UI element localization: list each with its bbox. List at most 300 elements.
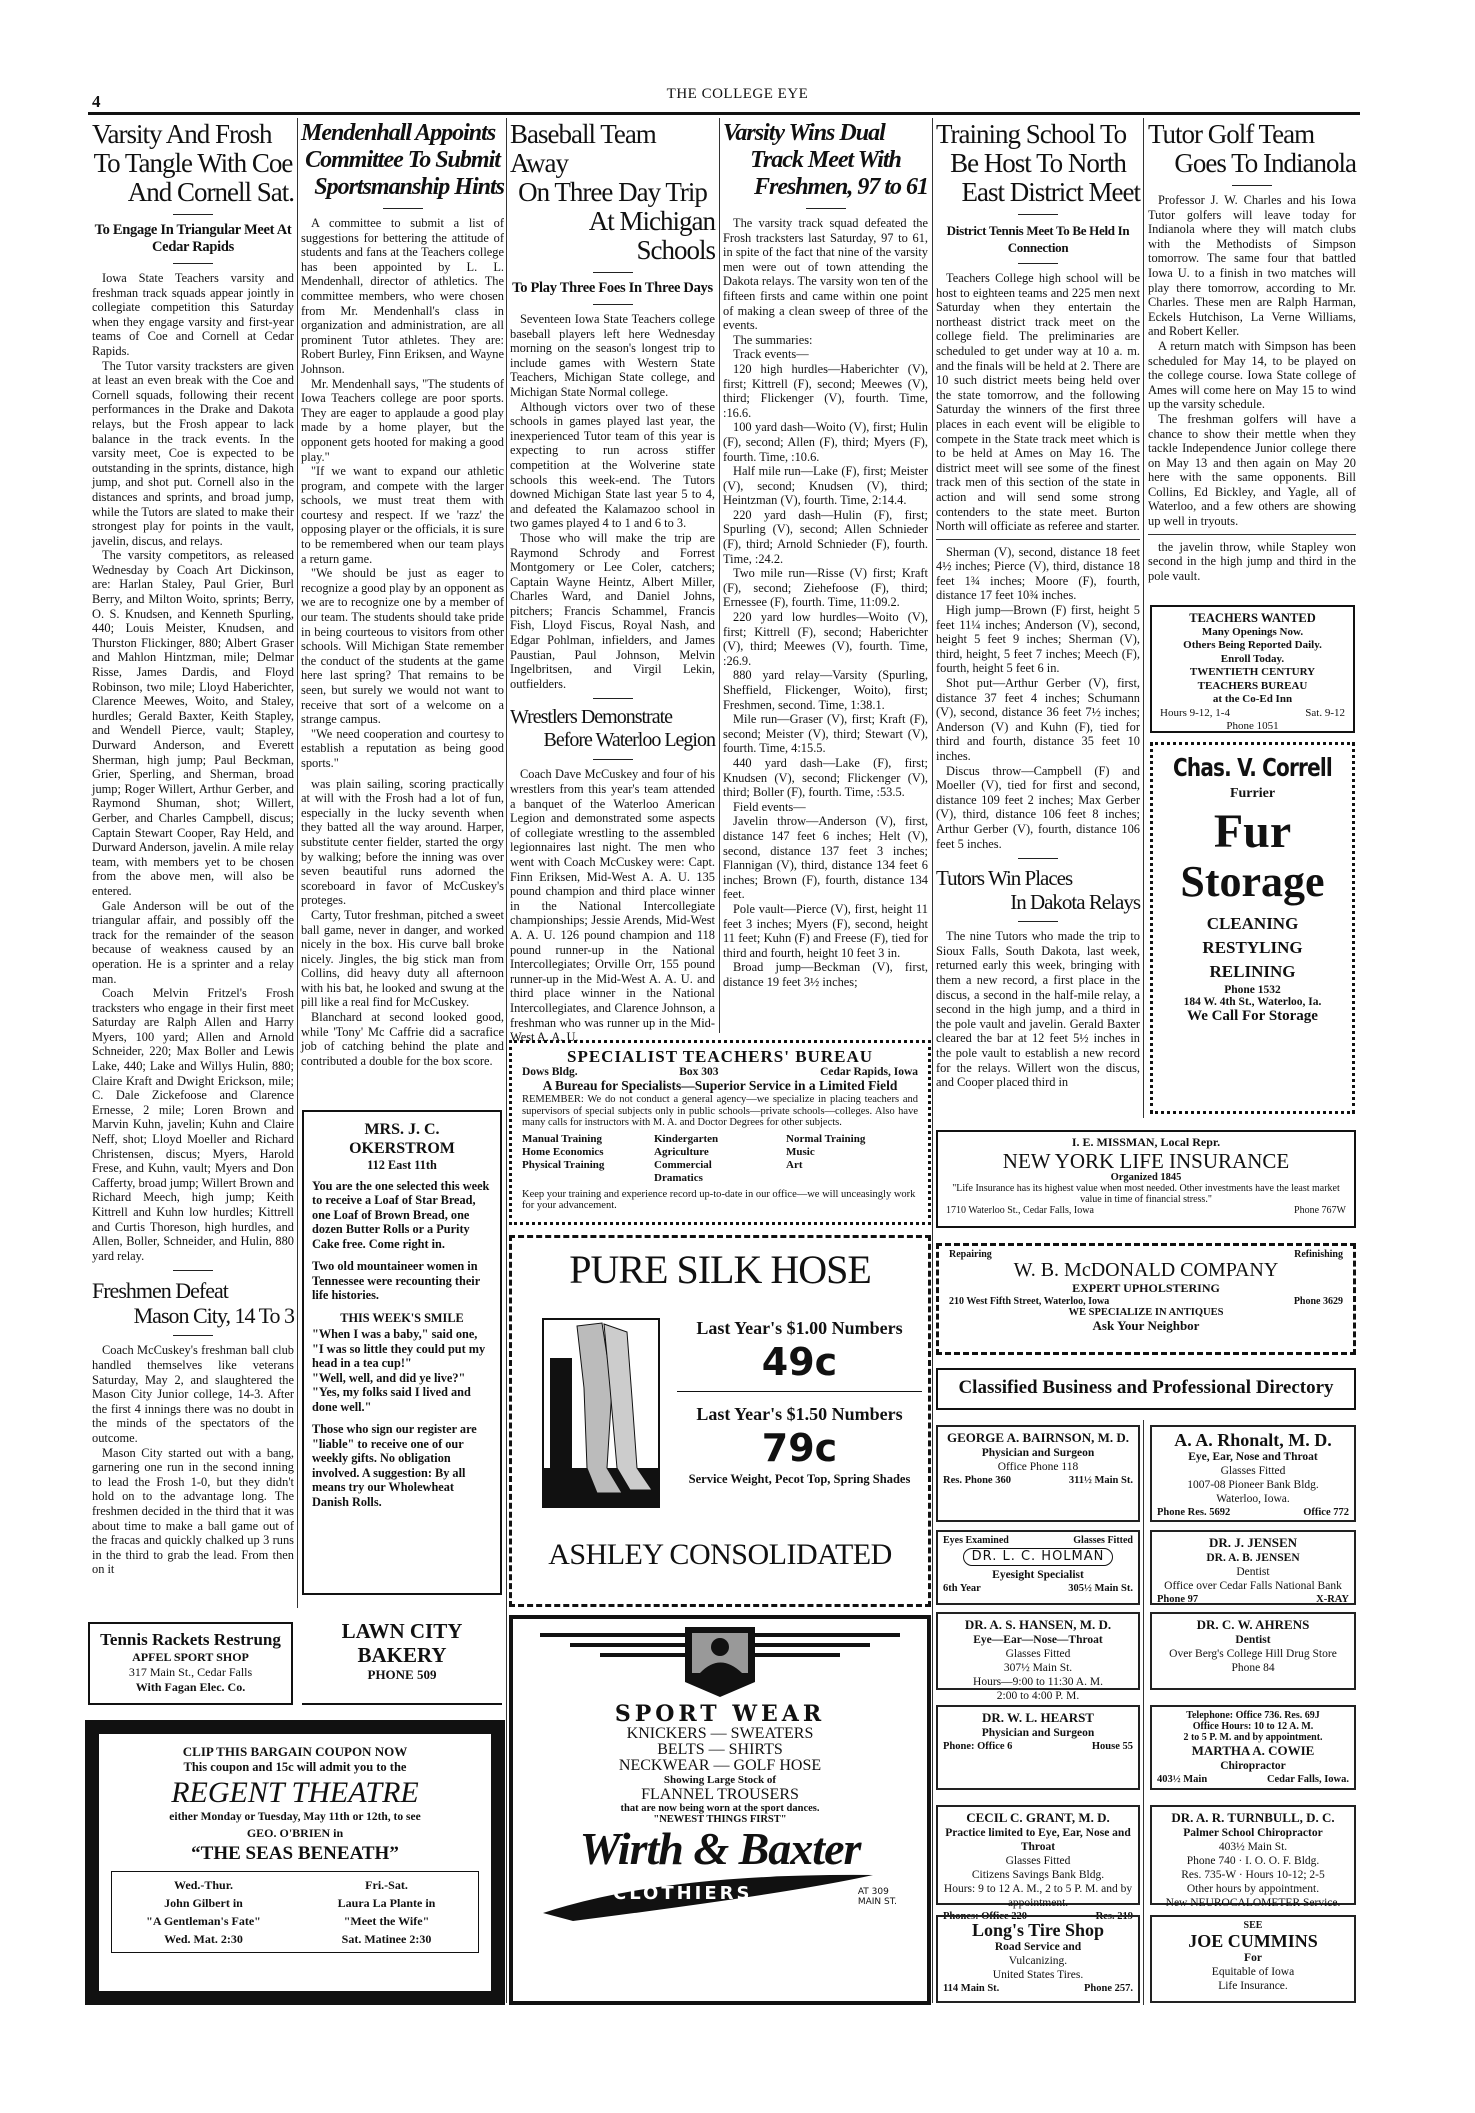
phone: Phone 767W (1294, 1205, 1346, 1216)
divider (806, 208, 846, 209)
city: Cedar Rapids, Iowa (820, 1066, 918, 1078)
headline-line: Before Waterloo Legion (543, 729, 715, 752)
brand-logo: Wirth & Baxter (579, 1823, 861, 1874)
hose-description: Service Weight, Pecot Top, Spring Shades (688, 1472, 911, 1486)
article-freshmen-mason-city (92, 1278, 294, 1577)
listing-line: Waterloo, Iowa. (1216, 1493, 1290, 1505)
headline (510, 706, 715, 752)
bakery-name: LAWN CITY (341, 1619, 463, 1643)
headline-line: At Michigan Schools (588, 206, 715, 265)
paragraph: Javelin throw—Anderson (V), first, distance 147 feet 6 inches; Helt (V), second, distance 137 feet 3 inches; Flannigan (V), third, distance 134 feet 6 inches; Brown (F), fourth, distance 134 feet. (723, 814, 928, 902)
paragraph: Pole vault—Pierce (V), first, height 11 feet 3 inches; Myers (F), second, height 11 feet; Kuhn (F) and Freese (F), tied for third and fourth, height 10 feet 3 in. (723, 901, 928, 960)
headline-line: East District Meet (961, 177, 1140, 207)
paragraph: the javelin throw, while Stapley won second in the high jump and third in the pole vault. (1148, 539, 1356, 583)
headline-line: To Tangle With Coe (93, 148, 293, 178)
listing-line: Eye, Ear, Nose and Throat (1188, 1451, 1318, 1463)
service: RESTYLING (1202, 938, 1303, 957)
ad-regent-theatre-coupon (85, 1720, 505, 2005)
headline-line: Be Host To North (950, 148, 1126, 178)
ad-line: BELTS — SHIRTS (657, 1741, 783, 1758)
ad-line: CLIP THIS BARGAIN COUPON NOW (182, 1744, 408, 1759)
listing-name: DR. J. JENSEN (1208, 1535, 1298, 1550)
subject: Manual Training (522, 1132, 602, 1145)
divider (1148, 534, 1356, 535)
listing-name: A. A. Rhonalt, M. D. (1174, 1430, 1332, 1450)
headline (723, 120, 928, 201)
directory-listing (1150, 1915, 1356, 2003)
paragraph: A committee to submit a list of suggestions for bettering the attitude of students and fans at the Teachers college has been appointed by L. L. Mendenhall, director of athletics. The committee members, who were chosen from Mr. Mendenhall's class in organization and administration, are all prominent Tutor athletes. They are: Robert Burley, Finn Eriksen, and Wayne Johnson. (301, 216, 504, 376)
ad-line: Organized 1845 (1110, 1172, 1182, 1183)
directory-listing (936, 1805, 1140, 1922)
price: 49c (761, 1340, 838, 1384)
listing-footer (943, 1474, 1133, 1488)
ad-correll-furrier (1150, 742, 1355, 1114)
tagline: A Bureau for Specialists—Superior Service in a Limited Field (542, 1078, 898, 1093)
headline (936, 866, 1140, 914)
ad-line: Showing Large Stock of (663, 1774, 777, 1786)
column-5 (936, 120, 1140, 1120)
listing-line: Physician and Surgeon (981, 1447, 1095, 1459)
divider (173, 263, 213, 264)
listing-top (1157, 1710, 1349, 1743)
address-line: MAIN ST. (857, 1897, 897, 1907)
hours: Hours 9-12, 1-4 (1160, 706, 1230, 719)
theatre-name: REGENT THEATRE (171, 1776, 419, 1809)
listing-name: CECIL C. GRANT, M. D. (966, 1810, 1110, 1825)
listing-line: Phone 97 (1157, 1594, 1199, 1605)
listing-line: Phones: Office 220 (943, 1911, 1027, 1922)
ad-line: Furrier (1229, 786, 1276, 801)
paragraph: Mr. Mendenhall says, "The students of Iowa Teachers college are poor sports. They are eager to applaude a good play made by a home player, but the opponent gets hooted for making a good play." (301, 376, 504, 464)
article-continuation (301, 777, 504, 1069)
headline (936, 120, 1140, 207)
address: 1710 Waterloo St., Cedar Falls, Iowa (946, 1205, 1094, 1216)
paragraph: 100 yard dash—Woito (V), first; Hulin (F), second; Allen (F), third; Myers (F), fourth. Time, :10.6. (723, 420, 928, 464)
paragraph: 220 yard dash—Hulin (F), first; Spurling (V), second; Allen Schnieder (F), third; Arnold Schnieder (F), fourth. Time, :24.2. (723, 507, 928, 566)
header-rule (88, 112, 1360, 115)
listing-line: Chiropractor (1220, 1760, 1286, 1772)
article-body (936, 929, 1140, 1090)
listing-footer (1157, 1593, 1349, 1607)
article-body (92, 271, 294, 1263)
address: 112 East 11th (367, 1158, 437, 1172)
listing-line: Hours—9:00 to 11:30 A. M. (973, 1676, 1103, 1688)
ad-line: KNICKERS — SWEATERS (626, 1725, 814, 1742)
listing-line: Practice limited to Eye, Ear, Nose and Throat (945, 1827, 1131, 1853)
ad-line: Enroll Today. (1220, 652, 1285, 665)
divider (173, 1270, 213, 1271)
subhead: To Play Three Foes In Three Days (512, 280, 713, 296)
listing-line: Phone 740 · I. O. O. F. Bldg. (1186, 1855, 1320, 1867)
headline-line: Mendenhall Appoints (301, 120, 496, 146)
column-rule (1143, 1420, 1144, 2005)
subhead: District Tennis Meet To Be Held In Connection (946, 223, 1130, 255)
paragraph: was plain sailing, scoring practically at will with the Frosh had a lot of fun, especially in the lucky seventh when they batted all the way around. Harper, substitute center fielder, started the orgy by walking; before the inning was over seven beautiful runs adorned the scoreboard in favor of McCuskey's proteges. (301, 776, 504, 908)
listing-line: Life Insurance. (1218, 1980, 1288, 1992)
headline (1148, 120, 1356, 178)
column-rule (932, 118, 933, 2003)
bakery-phone: PHONE 509 (367, 1667, 437, 1682)
paragraph: The varsity track squad defeated the Frosh tracksters last Saturday, 97 to 61, in spite of the fact that nine of the varsity men were out of town attending the Dakota relays. The varsity won ten of the fifteen firsts and came within one point of making a clean sweep of three of the events. (723, 216, 928, 333)
paragraph: A return match with Simpson has been scheduled for May 14, to be played on the college course. Iowa State college of Ames will come here on May 15 to wind up the varsity schedule. (1148, 338, 1356, 412)
listing-line: 6th Year (943, 1583, 981, 1594)
listing-footer (943, 1982, 1133, 1996)
showtimes-box (111, 1871, 479, 1953)
ad-line: TEACHERS BUREAU (1197, 679, 1308, 692)
saturday-hours: Sat. 9-12 (1305, 706, 1345, 719)
smile-line: "Yes, my folks said I lived and done well." (312, 1385, 471, 1414)
divider (1018, 858, 1058, 859)
subject: Kindergarten (654, 1132, 719, 1145)
film-title: “THE SEAS BENEATH” (191, 1843, 399, 1864)
ad-pure-silk-hose (509, 1235, 931, 1607)
ad-line: Ask Your Neighbor (1092, 1318, 1200, 1333)
subject: Commercial (654, 1158, 712, 1171)
listing-line: Physician and Surgeon (981, 1727, 1095, 1739)
ad-line: NECKWEAR — GOLF HOSE (618, 1757, 822, 1774)
building: Dows Bldg. (522, 1066, 578, 1078)
listing-line: 403½ Main St. (1218, 1841, 1288, 1853)
listing-line: 311½ Main St. (1068, 1475, 1133, 1486)
smile-title: THIS WEEK'S SMILE (340, 1310, 464, 1325)
divider (1018, 263, 1058, 264)
paragraph: Although victors over two of these schools in games played last year, the inexperienced Tutor team of this year is expecting to run across stiffer competition at the Wolverine state schools this week-end. The Tutors downed Michigan State last year 5 to 4, and defeated the Kalamazoo school in two games played 4 to 1 and 6 to 3. (510, 399, 715, 531)
listing-line: Glasses Fitted (1005, 1648, 1071, 1660)
directory-title: Classified Business and Professional Directory (958, 1377, 1334, 1398)
listing-line: Dentist (1236, 1566, 1270, 1578)
listing-line: Phone 257. (1083, 1983, 1133, 1994)
directory-listing (936, 1530, 1140, 1605)
selected-person: MRS. J. C. OKERSTROM (349, 1121, 455, 1157)
ad-line: 317 Main St., Cedar Falls (128, 1665, 253, 1679)
ad-line: FLANNEL TROUSERS (641, 1786, 799, 1803)
ad-wirth-baxter-sport-wear (509, 1615, 931, 2005)
agent: I. E. MISSMAN, Local Repr. (1071, 1135, 1221, 1149)
divider (593, 759, 633, 760)
subject: Normal Training (786, 1132, 866, 1145)
paragraph: Track events— (733, 347, 809, 362)
listing-line: Hours: 9 to 12 A. M., 2 to 5 P. M. and by appointment. (943, 1883, 1133, 1909)
article-body (301, 216, 504, 771)
showtime-line: John Gilbert in (164, 1896, 243, 1910)
paragraph: Field events— (733, 799, 806, 814)
furrier-name: Chas. V. Correll (1173, 753, 1332, 782)
ad-address-row (522, 1066, 918, 1078)
article-body (510, 312, 715, 691)
directory-listing (1150, 1805, 1356, 1909)
paragraph: The summaries: (733, 332, 813, 347)
listing-name: DR. A. R. TURNBULL, D. C. (1171, 1810, 1335, 1825)
listing-line: Office Phone 118 (997, 1461, 1079, 1473)
remember-text: REMEMBER: We do not conduct a general agency—we specialize in placing teachers and supervisors of special subjects only in public schools—private schools—colleges. Also have many calls for instructors with M. A. and Doctor Degrees for other subjects. (522, 1094, 918, 1128)
column-rule (1143, 118, 1144, 1118)
article-varsity-frosh (92, 120, 294, 1263)
headline (92, 1278, 294, 1328)
listing-line: Res. 735-W · Hours 10-12; 2-5 (1181, 1869, 1325, 1881)
headline-line: Varsity Wins Dual (723, 120, 885, 146)
address: 184 W. 4th St., Waterloo, Ia. (1183, 996, 1322, 1008)
headline-line: Freshmen Defeat (92, 1278, 228, 1304)
ad-lawn-city-bakery (302, 1605, 502, 1705)
ad-title: Tennis Rackets Restrung (100, 1630, 281, 1649)
directory-listing (1150, 1705, 1356, 1790)
bakery-name: BAKERY (357, 1643, 447, 1667)
ad-line: Many Openings Now. (1201, 625, 1304, 638)
subject: Dramatics (654, 1171, 703, 1184)
paragraph: High jump—Brown (F) first, height 5 feet 11¼ inches; Anderson (V), second, height 5 feet 9 inches; Sherman (V), third, height, 5 feet 7 inches; Meech (F), fourth, height 5 feet 6 in. (936, 603, 1140, 676)
listing-footer (1157, 1773, 1349, 1787)
headline-line: Sportsmanship Hints (314, 174, 504, 200)
divider (1232, 185, 1272, 186)
listing-line: Glasses Fitted (1005, 1855, 1071, 1867)
ad-line: either Monday or Tuesday, May 11th or 12th, to see (169, 1811, 421, 1823)
listing-name: MARTHA A. COWIE (1191, 1743, 1315, 1758)
listing-line: United States Tires. (992, 1969, 1084, 1981)
article-body (936, 271, 1140, 534)
winged-shield-icon (520, 1627, 920, 1697)
listing-line: Eyesight Specialist (992, 1569, 1084, 1581)
paragraph: Shot put—Arthur Gerber (V), first, distance 37 feet 4 inches; Schumann (V), second, distance 36 feet 7½ inches; Anderson (V) and Kuhn (F), tied for third and fourth, distance 35 feet 10 inches. (936, 676, 1140, 763)
smile-line: "Well, well, and did ye live?" (312, 1370, 466, 1385)
listing-line: Phone Res. 5692 (1157, 1507, 1231, 1518)
paragraph: Carty, Tutor freshman, pitched a sweet ball game, never in danger, and worked nicely in the box. His curve ball broke nicely. Jingles, the big stick man from Collins, did heavy duty all afternoon with his bat, he looked and swung at the pill like a real find for McCuskey. (301, 907, 504, 1010)
paragraph: Mason City started out with a bang, garnering one run in the second inning to lead the Frosh 1-0, but they didn't hold on to the advantage long. The freshmen decided in the third that it was about time to make a ball game out of the fracas and quickly chalked up 3 runs in the third to grab the lead. From then on it (92, 1445, 294, 1577)
paragraph: Coach Melvin Fritzel's Frosh tracksters who engage in their first meet Saturday are Ralph Allen and Harry Myers, 100 yard; Allen and Arnold Schneider, 220; Max Boller and Lewis Lake, 440; Lake and Willys Hulin, 880; Claire Kraft and Dwight Erickson, mile; C. Dale Zickefoose and Clarence Ernesse, 2 mile; Loren Brown and Marvin Kuhn, javelin; Kuhn and Claire Neff, shot; Lloyd Moeller and Richard Christensen, discus; Myers, Harold Frese, and Kuhn, vault; Myers and Don Cafferty, broad jump; Willert Brown and Richard Meech, high jump; Keith Kittrell and Kuhn low hurdles; Kittrell and Curtis Thoreson, high hurdles, and Allen, Boller, Schneider, and Hulin, 880 yard relay. (92, 986, 294, 1263)
divider (173, 214, 213, 215)
store-name: ASHLEY CONSOLIDATED (548, 1538, 892, 1571)
ad-line: Refinishing (1294, 1249, 1343, 1260)
showtime-line: "Meet the Wife" (343, 1914, 430, 1928)
ad-line: at the Co-Ed Inn (1212, 693, 1293, 705)
listing-line: Office over Cedar Falls National Bank (1164, 1580, 1342, 1592)
listing-line: Eye—Ear—Nose—Throat (973, 1634, 1103, 1646)
listing-name: JOE CUMMINS (1188, 1931, 1318, 1951)
listing-line: House 55 (1091, 1741, 1133, 1752)
keep-text: Keep your training and experience record up-to-date in our office—we will unceasingly work for your advancement. (522, 1188, 916, 1211)
headline-line: Tutor Golf Team (1148, 119, 1315, 149)
listing-line: Phone: Office 6 (943, 1741, 1013, 1752)
paragraph: Gale Anderson will be out of the triangular affair, and possibly off the track for the remainder of the season because of weakness caused by an operation. He is a sprinter and a relay man. (92, 898, 294, 986)
ad-line: Others Being Reported Daily. (1183, 639, 1322, 651)
showtime-line: Wed.-Thur. (174, 1878, 233, 1892)
smile-text (312, 1327, 492, 1414)
headline-line: In Dakota Relays (1010, 890, 1140, 915)
smile-line: "When I was a baby," said one, "I was so little they could put my head in a tea cup!" (312, 1327, 486, 1370)
column-6 (1148, 120, 1356, 605)
listing-line: 403½ Main (1157, 1774, 1208, 1785)
price-label: Last Year's $1.50 Numbers (696, 1404, 903, 1424)
ad-line: With Fagan Elec. Co. (135, 1680, 246, 1694)
divider (593, 698, 633, 699)
headline (301, 120, 504, 201)
column-rule (506, 118, 507, 2003)
ad-mcdonald-company (936, 1243, 1356, 1355)
listing-line: Glasses Fitted (1220, 1465, 1286, 1477)
article-continuation (936, 545, 1140, 851)
quote: "Life Insurance has its highest value when most needed. Other investments have the least market value in time of financial stress." (952, 1183, 1340, 1205)
headline (92, 120, 294, 207)
headline-line: Baseball Team Away (510, 119, 656, 178)
company-name: NEW YORK LIFE INSURANCE (1002, 1149, 1290, 1173)
paragraph: Sherman (V), second, distance 18 feet 4½ inches; Pierce (V), third, distance 18 feet 1¾ inches; Moore (F), fourth, distance 17 feet 10¾ inches. (936, 544, 1140, 603)
headline-line: Mason City, 14 To 3 (133, 1303, 294, 1329)
headline-line: Varsity And Frosh (92, 119, 272, 149)
phone: Phone 1532 (1224, 984, 1281, 996)
showtime-line: Wed. Mat. 2:30 (164, 1932, 243, 1946)
column-4 (723, 120, 928, 1032)
paragraph: "We need cooperation and courtesy to establish a reputation as being good sports." (301, 726, 504, 770)
listing-top (943, 1535, 1133, 1546)
headline (510, 120, 715, 265)
ad-title: SPORT WEAR (614, 1701, 826, 1727)
showtime-line: Laura La Plante in (337, 1896, 436, 1910)
ad-line: TWENTIETH CENTURY (1189, 666, 1316, 678)
smile-intro: Two old mountaineer women in Tennessee were recounting their life histories. (312, 1259, 480, 1302)
paragraph: 220 yard low hurdles—Woito (V), first; Kittrell (F), second; Haberichter (V), third; Meewes (V), fourth. Time, :26.9. (723, 610, 928, 668)
directory-listing (936, 1705, 1140, 1790)
listing-name: DR. C. W. AHRENS (1196, 1617, 1310, 1632)
listing-name: Long's Tire Shop (971, 1920, 1105, 1940)
subject: Home Economics (522, 1145, 604, 1158)
directory-listing (1150, 1530, 1356, 1605)
paragraph: Discus throw—Campbell (F) and Moeller (V), tied for first and second, distance 109 feet 2 inches; Max Gerber (V), third, distance 106 feet 8 inches; Arthur Gerber (V), fourth, distance 106 feet 5 inches. (936, 763, 1140, 851)
price-label: Last Year's $1.00 Numbers (696, 1318, 903, 1338)
directory-listing (1150, 1425, 1356, 1522)
article-body (510, 767, 715, 1044)
divider (173, 1335, 213, 1336)
headline-line: Freshmen, 97 to 61 (753, 174, 928, 200)
directory-listing (936, 1612, 1140, 1702)
listing-line: For (1244, 1952, 1262, 1964)
paragraph: The freshman golfers will have a chance to show their mettle when they tackle Independence Junior college there on May 13 and then again on May 20 here with the same opponents. Bill Collins, Ed Bickley, and Yagle, all of Waterloo, and a few others are showing up well in tryouts. (1148, 411, 1356, 529)
paragraph: Broad jump—Beckman (V), first, distance 19 feet 3½ inches; (723, 960, 928, 989)
headline-line: And Cornell Sat. (127, 177, 294, 207)
listing-footer (943, 1582, 1133, 1596)
paragraph: Iowa State Teachers varsity and freshman track squads appear jointly in collegiate competition this Saturday when they engage varsity and first-year teams of Coe and Cornell at Cedar Rapids. (92, 271, 294, 358)
divider (936, 539, 1140, 540)
selected-text: You are the one selected this week to receive a Loaf of Star Bread, one Loaf of Brown Bread, one dozen Butter Rolls or a Purity Cake free. Come right in. (312, 1178, 490, 1251)
listing-top (1157, 1920, 1349, 1931)
ad-bakery-gift (302, 1110, 502, 1595)
newspaper-title: THE COLLEGE EYE (666, 86, 809, 102)
paragraph: "If we want to expand our athletic program, and compete with the larger schools, we must treat them with courtesy and respect. If we 'razz' the opposing player or the officials, it is sure to be remembered when our team plays a return game. (301, 464, 504, 566)
ad-title: PURE SILK HOSE (569, 1247, 871, 1292)
listing-line: Res. Phone 360 (943, 1475, 1011, 1486)
directory-header (936, 1368, 1356, 1410)
listing-name: DR. A. S. HANSEN, M. D. (964, 1617, 1112, 1632)
article-body (723, 216, 928, 989)
ad-headline: Fur (1213, 805, 1292, 858)
paragraph: Mile run—Graser (V), first; Kraft (F), second; Meister (V), third; Stewart (V), fourth. Time, 4:15.5. (723, 712, 928, 756)
listing-line: Over Berg's College Hill Drug Store (1169, 1648, 1337, 1660)
subjects-col (522, 1133, 654, 1185)
listing-line: New NEUROCALOMETER Service. (1165, 1897, 1341, 1909)
subject: Physical Training (522, 1158, 605, 1171)
ad-line: GEO. O'BRIEN in (246, 1826, 344, 1840)
ad-line: This coupon and 15c will admit you to the (183, 1760, 407, 1774)
column-2 (301, 120, 504, 1105)
listing-line: Palmer School Chiropractor (1183, 1827, 1323, 1839)
listing-line: 305½ Main St. (1068, 1583, 1133, 1594)
showtime-line: Fri.-Sat. (365, 1878, 408, 1892)
ad-title: TEACHERS WANTED (1189, 611, 1316, 625)
stockings-illustration (542, 1318, 660, 1508)
listing-line: Office 772 (1303, 1507, 1349, 1518)
paragraph: The nine Tutors who made the trip to Sioux Falls, South Dakota, last week, returned early this week, bringing with them a new record, a first place in the discus, a second in the half-mile relay, a second in the high jump, and a third in the pole vault and javelin. Gerald Baxter cleared the bar at 12 feet 5½ inches in the pole vault to establish a new record for the relays. Willert won the discus, and Cooper placed third in (936, 929, 1140, 1090)
headline-line: Goes To Indianola (1174, 148, 1356, 178)
subject: Music (786, 1145, 815, 1158)
listing-footer (1157, 1506, 1349, 1520)
paragraph: Blanchard at second looked good, while 'Tony' Mc Caffrie did a sacrafice job of catching behind the plate and contributed a double for the box score. (301, 1010, 504, 1068)
listing-name: GEORGE A. BAIRNSON, M. D. (946, 1430, 1130, 1445)
showtimes-right (295, 1876, 478, 1948)
listing-line: 307½ Main St. (1003, 1662, 1073, 1674)
column-3 (510, 119, 715, 1045)
box-number: Box 303 (679, 1066, 719, 1078)
article-continuation (1148, 540, 1356, 584)
listing-line: Office Hours: 10 to 12 A. M. (1192, 1721, 1314, 1732)
paragraph: The varsity competitors, as released Wednesday by Coach Art Dickinson, are: Harlan Staley, Paul Grier, Burl Berry, and Milton Woito, sprints; Berry, O. S. Knudsen, and Kenneth Spurling, 440; Louis Meister, Knudsen, and Thurston Flickinger, 880; Albert Graser and Mahlon Hintzman, mile; Delmar Risse, James Dardis, and Floyd Robinson, two mile; Lloyd Haberichter, Clarence Meewes, Woito, and Staley, hurdles; Gerald Baxter, Keith Stapley, and Wendell Pierce, vault; Stapley, Durward Anderson, and Everett Sherman, high jump; Paul Beckman, Grier, Sperling, and Sherman, broad jump; Roger Willert, Arthur Gerber, and Raymond Shuman, shot; Willert, Gerber, and Charles Campbell, discus; Captain Stewart Cooper, Ray Held, and Durward Anderson, javelin. A mile relay team, with members yet to be chosen from the above men, will also be entered. (92, 548, 294, 898)
paragraph: Coach McCuskey's freshman ball club handled themselves like veterans Saturday, May 2, and slaughtered the Mason City Junior college, 14-3. After the first 4 innings there was no doubt in the minds of the spectators of the outcome. (92, 1343, 294, 1445)
listing-line: Dentist (1235, 1634, 1271, 1646)
paragraph: Coach Dave McCuskey and four of his wrestlers from this year's team attended a banquet of the Waterloo American Legion and demonstrated some aspects of collegiate wrestling to the assembled legionnaires last night. The men who went with Coach McCuskey were: Capt. Finn Eriksen, Mid-West A. A. U. 135 pound champion and third place winner in the National Intercollegiate championships; Jessie Arends, Mid-West A. A. U. 126 pound champion and 118 pound runner-up in the National Intercollegiates; Orville Orr, 155 pound runner-up in the Mid-West A. A. U. and third place winner in the National Intercollegiates, and Clarence Johnson, a freshman who was runner up in the Mid-West A. A. U. (510, 767, 715, 1045)
ad-line: We Call For Storage (1187, 1008, 1318, 1024)
listing-line: Vulcanizing. (1008, 1955, 1068, 1967)
ad-teachers-wanted (1150, 605, 1355, 733)
subjects-list (522, 1133, 918, 1185)
listing-line: Telephone: Office 736. Res. 69J (1186, 1710, 1320, 1721)
ad-new-york-life (936, 1130, 1356, 1228)
paragraph: 120 high hurdles—Haberichter (V), first; Kittrell (F), second; Meewes (V), third; Flickenger (V), fourth. Time, :16.6. (723, 361, 928, 420)
headline-line: On Three Day Trip (518, 177, 707, 207)
paragraph: 440 yard dash—Lake (F), first; Knudsen (V), second; Flickenger (V), third; Boller (F), fourth. Time, :53.5. (723, 755, 928, 800)
clothiers-text: CLOTHIERS (613, 1883, 753, 1904)
headline-line: Tutors Win Places (936, 866, 1073, 891)
listing-line: Res. 219 (1095, 1911, 1133, 1922)
showtime-line: Sat. Matinee 2:30 (341, 1932, 432, 1946)
subjects-col (654, 1133, 786, 1185)
phone: Phone 1051 (1226, 720, 1279, 732)
ad-line: that are now being worn at the sport dances. (620, 1803, 820, 1814)
listing-line: 2:00 to 4:00 P. M. (996, 1690, 1080, 1702)
phone: Phone 3629 (1293, 1296, 1343, 1307)
ad-specialist-teachers-bureau (509, 1040, 931, 1225)
headline-line: Training School To (936, 119, 1127, 149)
listing-name: DR. W. L. HEARST (982, 1710, 1094, 1725)
subhead: To Engage In Triangular Meet At Cedar Rapids (94, 222, 292, 255)
listing-line: Equitable of Iowa (1211, 1966, 1295, 1978)
divider (1018, 921, 1058, 922)
listing-line: Other hours by appointment. (1186, 1883, 1320, 1895)
listing-line: Cedar Falls, Iowa. (1266, 1774, 1349, 1785)
price: 79c (761, 1426, 838, 1470)
clothiers-banner (513, 1873, 927, 1921)
paragraph: Those who will make the trip are Raymond Schrody and Forrest Montgomery or Lee Coler, catchers; Captain Wayne Heintz, Albert Miller, Charles Ward, and Daniel Johns, pitchers; Francis Schammel, Francis Fish, Lloyd Fiscus, Royal Nash, and Edgar Pohlman, infielders, and James Paustian, Paul Johnson, Melvin Ingelbritsen, and Virgil Lekin, outfielders. (510, 530, 715, 691)
slogan: "NEWEST THINGS FIRST" (653, 1814, 787, 1825)
subject: Agriculture (654, 1145, 709, 1158)
listing-line: SEE (1243, 1920, 1263, 1931)
column-rule (719, 118, 720, 1033)
paragraph: "We should be just as eager to recognize a good play by an opponent as we are to recognize one by a member of our team. The students should take pride in being courteous to visitors from other schools. Will Michigan State remember the conduct of the students at the game here last spring? That remains to be seen, but surely we would not want to receive that sort of a welcome on a strange campus. (301, 566, 504, 727)
company-name: W. B. McDONALD COMPANY (1013, 1259, 1279, 1281)
divider (593, 272, 633, 273)
column-rule (297, 118, 298, 1608)
address-line: AT 309 (857, 1887, 889, 1897)
article-body (1148, 193, 1356, 529)
service: CLEANING (1206, 914, 1299, 933)
ad-headline: Storage (1180, 857, 1325, 906)
listing-line: 114 Main St. (943, 1983, 1000, 1994)
